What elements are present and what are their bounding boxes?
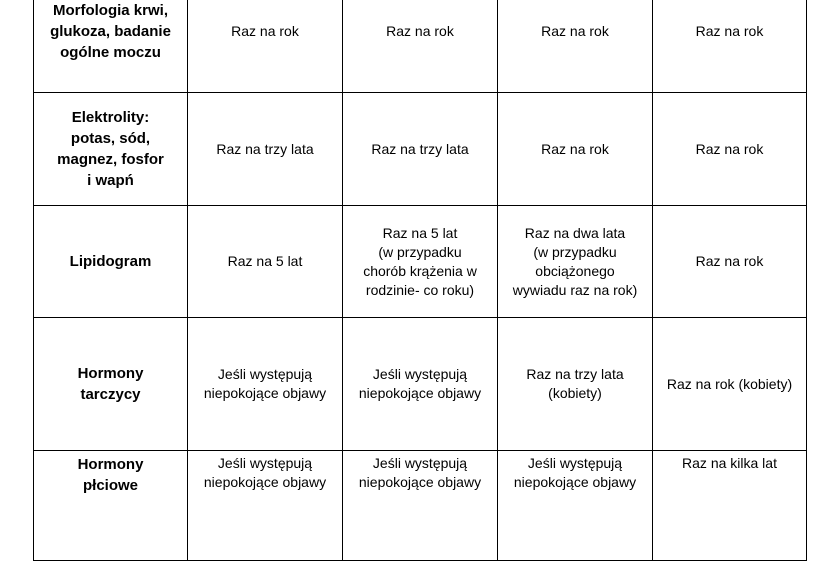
screening-table-container bbox=[33, 0, 807, 561]
table-cell: Raz na 5 lat bbox=[188, 206, 343, 318]
table-row bbox=[34, 0, 807, 93]
table-cell: Raz na trzy lata bbox=[343, 93, 498, 206]
table-cell: Jeśli występują niepokojące objawy bbox=[188, 318, 343, 451]
row-label: Hormony tarczycy bbox=[34, 318, 188, 451]
screening-schedule-table bbox=[33, 0, 807, 561]
table-row bbox=[34, 206, 807, 318]
row-label: Hormony płciowe bbox=[34, 451, 188, 561]
table-cell: Raz na 5 lat (w przypadku chorób krążenia w rodzinie- co roku) bbox=[343, 206, 498, 318]
table-cell: Raz na dwa lata (w przypadku obciążonego wywiadu raz na rok) bbox=[498, 206, 653, 318]
table-cell: Raz na rok bbox=[188, 0, 343, 93]
table-cell: Raz na rok bbox=[498, 0, 653, 93]
table-cell: Raz na kilka lat bbox=[653, 451, 807, 561]
table-cell: Raz na rok bbox=[653, 0, 807, 93]
table-cell: Raz na rok bbox=[653, 93, 807, 206]
table-cell: Jeśli występują niepokojące objawy bbox=[498, 451, 653, 561]
row-label: Morfologia krwi, glukoza, badanie ogólne moczu bbox=[34, 0, 188, 93]
table-cell: Raz na rok bbox=[653, 206, 807, 318]
row-label: Lipidogram bbox=[34, 206, 188, 318]
table-cell: Raz na trzy lata bbox=[188, 93, 343, 206]
table-row bbox=[34, 451, 807, 561]
table-row bbox=[34, 93, 807, 206]
table-cell: Raz na trzy lata (kobiety) bbox=[498, 318, 653, 451]
table-cell: Raz na rok bbox=[498, 93, 653, 206]
table-cell: Jeśli występują niepokojące objawy bbox=[188, 451, 343, 561]
table-cell: Jeśli występują niepokojące objawy bbox=[343, 318, 498, 451]
table-cell: Raz na rok bbox=[343, 0, 498, 93]
row-label: Elektrolity: potas, sód, magnez, fosfor i wapń bbox=[34, 93, 188, 206]
table-cell: Raz na rok (kobiety) bbox=[653, 318, 807, 451]
table-cell: Jeśli występują niepokojące objawy bbox=[343, 451, 498, 561]
table-row bbox=[34, 318, 807, 451]
